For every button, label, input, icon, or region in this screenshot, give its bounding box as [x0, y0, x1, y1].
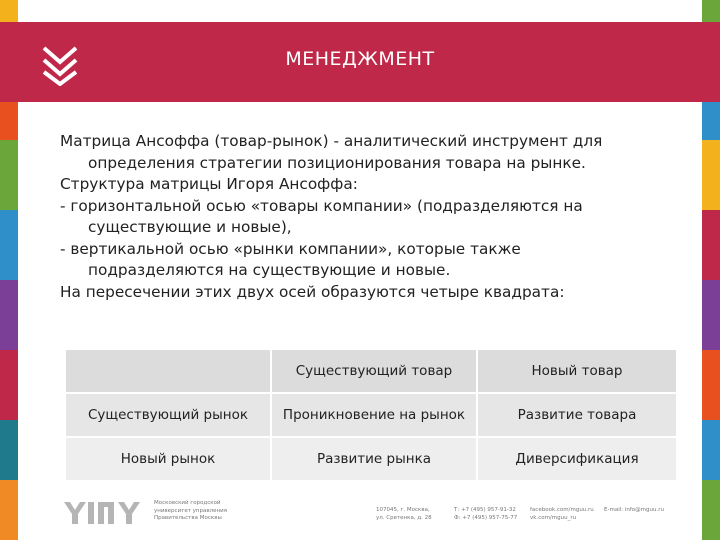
list-item-horizontal-cont: существующие и новые), [88, 218, 292, 236]
ansoff-matrix-table [64, 348, 678, 482]
conclusion-line: На пересечении этих двух осей образуются четыре квадрата: [60, 282, 565, 301]
column-header-new-product: Новый товар [477, 349, 677, 393]
table-header-row [65, 349, 677, 393]
cell-product-development: Развитие товара [477, 393, 677, 437]
footer-organization: Московский городской университет управления Правительства Москвы [154, 500, 228, 521]
footer-address: 107045, г. Москва, ул. Сретенка, д. 28 [376, 507, 432, 521]
row-header-new-market: Новый рынок [65, 437, 271, 481]
list-item-vertical: - вертикальной осью «рынки компании», которые также [60, 239, 521, 258]
definition-line-cont: определения стратегии позиционирования товара на рынке. [88, 153, 586, 172]
table-corner-cell [65, 349, 271, 393]
list-item-horizontal: - горизонтальной осью «товары компании» (подразделяются на [60, 196, 583, 215]
cell-market-penetration: Проникновение на рынок [271, 393, 477, 437]
page-title: МЕНЕДЖМЕНТ [285, 48, 435, 70]
column-header-existing-product: Существующий товар [271, 349, 477, 393]
table-row [65, 437, 677, 481]
cell-diversification: Диверсификация [477, 437, 677, 481]
header-bar [0, 22, 720, 102]
footer [64, 496, 684, 532]
footer-email[interactable]: E-mail: info@mguu.ru [604, 507, 664, 513]
definition-line: Матрица Ансоффа (товар-рынок) - аналитический инструмент для [60, 132, 603, 150]
list-item-vertical-cont: подразделяются на существующие и новые. [88, 261, 451, 279]
table-row [65, 393, 677, 437]
mguu-logo [64, 498, 148, 526]
footer-social-links[interactable]: facebook.com/mguu.ru vk.com/mguu_ru [530, 507, 594, 521]
cell-market-development: Развитие рынка [271, 437, 477, 481]
footer-phone: Т: +7 (495) 957-91-32 Ф: +7 (495) 957-75-77 [454, 507, 518, 521]
structure-title: Структура матрицы Игоря Ансоффа: [60, 175, 358, 193]
row-header-existing-market: Существующий рынок [65, 393, 271, 437]
intro-text [60, 131, 690, 303]
